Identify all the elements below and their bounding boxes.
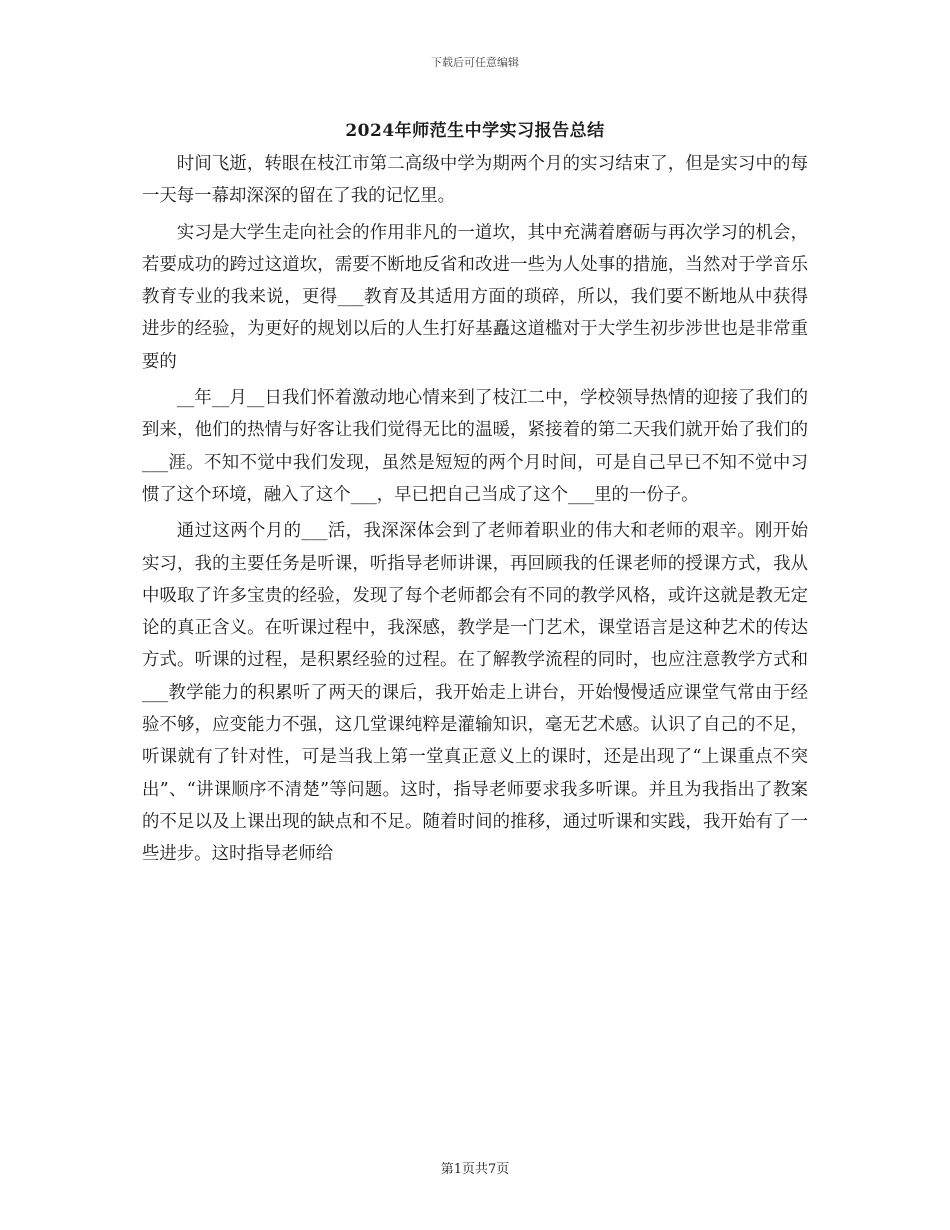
paragraph: 时间飞逝，转眼在枝江市第二高级中学为期两个月的实习结束了，但是实习中的每一天每一幕却深深的留在了我的记忆里。 — [142, 154, 808, 207]
document-title: 2024年师范生中学实习报告总结 — [345, 121, 605, 141]
page-footer: 第1页共7页 — [440, 1162, 510, 1177]
paragraph: 通过这两个月的___活，我深深体会到了老师着职业的伟大和老师的艰辛。刚开始实习，我的主要任务是听课，听指导老师讲课，再回顾我的任课老师的授课方式，我从中吸取了许多宝贵的经验，发现了每个老师都会有不同的教学风格，或许这就是教无定论的真正含义。在听课过程中，我深感，教学是一门艺术，课堂语言是这种艺术的传达方式。听课的过程，是积累经验的过程。在了解教学流程的同时，也应注意教学方式和___教学能力的积累听了两天的课后，我开始走上讲台，开始慢慢适应课堂气常由于经验不够，应变能力不强，这几堂课纯粹是灌输知识，毫无艺术感。认识了自己的不足，听课就有了针对性，可是当我上第一堂真正意义上的课时，还是出现了“上课重点不突出”、“讲课顺序不清楚”等问题。这时，指导老师要求我多听课。并且为我指出了教案的不足以及上课出现的缺点和不足。随着时间的推移，通过听课和实践，我开始有了一些进步。这时指导老师给 — [142, 521, 808, 865]
paragraph: 实习是大学生走向社会的作用非凡的一道坎，其中充满着磨砺与再次学习的机会，若要成功的跨过这道坎，需要不断地反省和改进一些为人处事的措施，当然对于学音乐教育专业的我来说，更得___教育及其适用方面的琐碎，所以，我们要不断地从中获得进步的经验，为更好的规划以后的人生打好基矗这道槛对于大学生初步涉世也是非常重要的 — [142, 222, 808, 372]
paragraph: __年__月__日我们怀着激动地心情来到了枝江二中，学校领导热情的迎接了我们的到来，他们的热情与好客让我们觉得无比的温暖，紧接着的第二天我们就开始了我们的___涯。不知不觉中我们发现，虽然是短短的两个月时间，可是自己早已不知不觉中习惯了这个环境，融入了这个___，早已把自己当成了这个___里的一份子。 — [142, 388, 808, 505]
document-body — [142, 148, 808, 871]
header-note: 下载后可任意编辑 — [431, 56, 519, 69]
